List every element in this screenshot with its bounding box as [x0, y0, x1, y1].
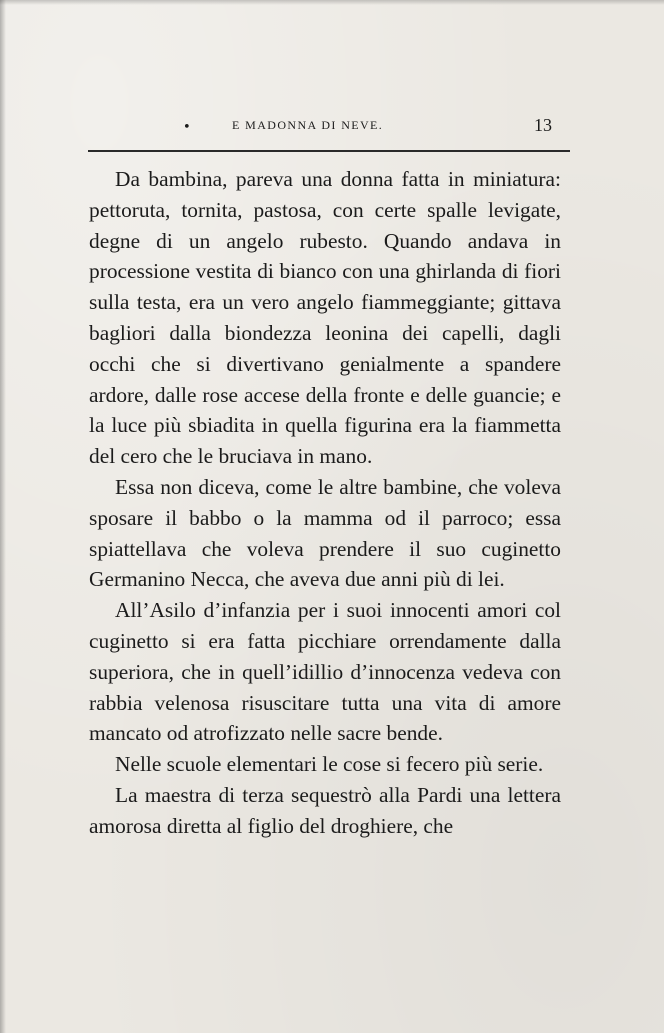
running-header	[0, 112, 664, 140]
running-title: E MADONNA DI NEVE.	[232, 118, 384, 132]
paragraph: All’Asilo d’infanzia per i suoi innocenti amori col cuginetto si era fatta picchiare orrendamente dalla superiora, che in quell’idillio d’innocenza vedeva con rabbia velenosa risuscitare tutta una vita di amore mancato od atrofizzato nelle sacre bende.	[89, 598, 561, 746]
paragraph: Nelle scuole elementari le cose si fecero più serie.	[115, 752, 544, 777]
page-binding-shadow	[0, 0, 6, 1033]
paragraph: Da bambina, pareva una donna fatta in miniatura: pettoruta, tornita, pastosa, con certe spalle levigate, degne di un angelo rubesto. Quando andava in processione vestita di bianco con una ghirlanda di fiori sulla testa, era un vero angelo fiammeggiante; gittava bagliori dalla biondezza leonina dei capelli, dagli occhi che si divertivano genialmente a spandere ardore, dalle rose accese della fronte e delle guancie; e la luce più sbiadita in quella figurina era la fiammetta del cero che le bruciava in mano.	[89, 167, 561, 469]
paragraph: Essa non diceva, come le altre bambine, che voleva sposare il babbo o la mamma od il parroco; essa spiattellava che voleva prendere il suo cuginetto Germanino Necca, che aveva due anni più di lei.	[89, 474, 561, 592]
header-rule	[88, 150, 570, 152]
page-top-shadow	[0, 0, 664, 5]
body-text	[89, 164, 561, 842]
page-number: 13	[534, 115, 552, 135]
paragraph: La maestra di terza sequestrò alla Pardi una lettera amorosa diretta al figlio del droghiere, che	[89, 782, 561, 838]
header-ornament: •	[183, 120, 191, 135]
